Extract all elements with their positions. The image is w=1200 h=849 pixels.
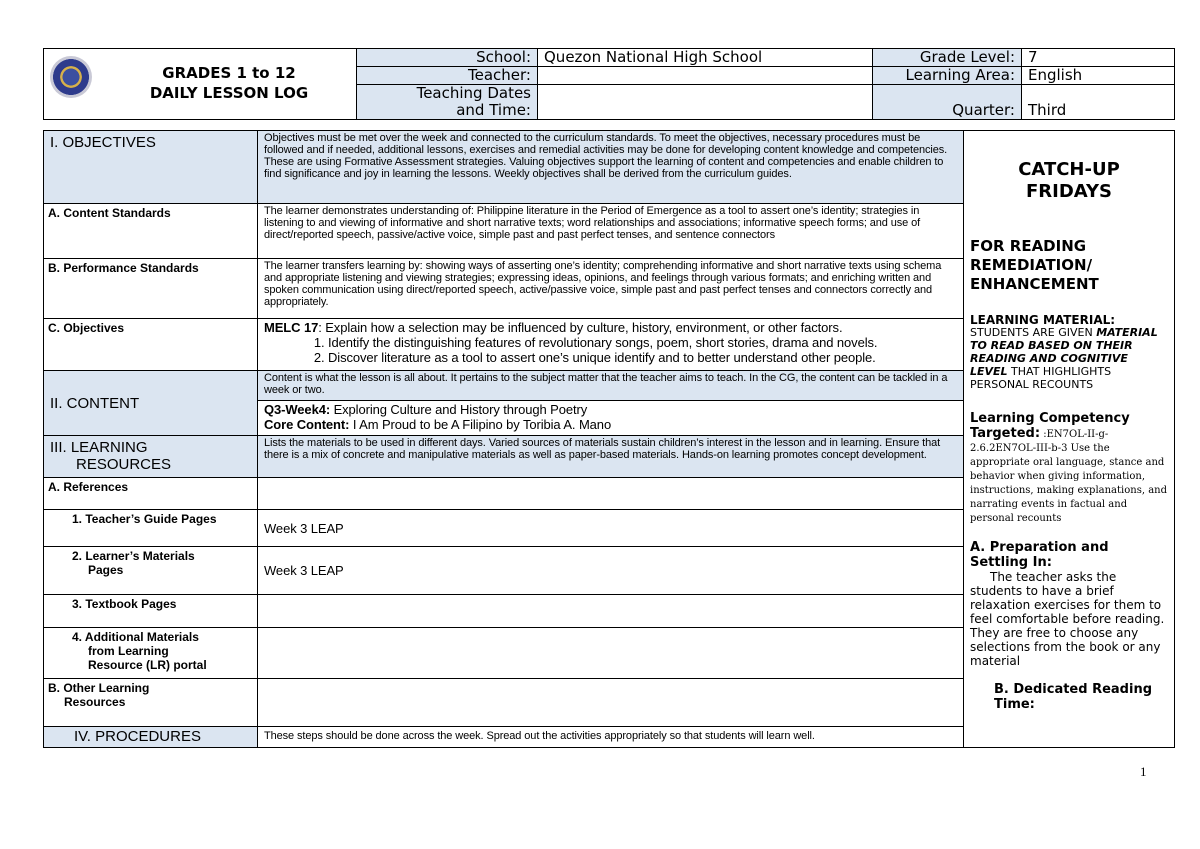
log-title: GRADES 1 to 12 DAILY LESSON LOG (149, 64, 309, 102)
list-item: 2. Discover literature as a tool to assert one’s unique identify and to better understand other people. (328, 350, 957, 365)
references-value (258, 478, 964, 510)
content-heading: II. CONTENT (44, 371, 258, 436)
content-topic: Q3-Week4: Exploring Culture and History through Poetry Core Content: I Am Proud to be A Filipino by Toribia A. Mano (258, 401, 964, 436)
resources-text: Lists the materials to be used in different days. Varied sources of materials sustain children’s interest in the lesson and in learning. Ensure that there is a mix of concrete and manipulative materials as well as paper-based materials. Hands-on learning promotes concept development. (258, 436, 964, 478)
header-logo-cell (44, 49, 357, 120)
other-resources-label: B. Other Learning Resources (44, 679, 258, 727)
grade-label: Grade Level: (873, 49, 1022, 67)
objectives-label: C. Objectives (44, 319, 258, 371)
grade-value: 7 (1022, 49, 1175, 67)
dates-value (538, 85, 873, 120)
lesson-table (43, 130, 1175, 748)
page-number: 1 (1140, 764, 1147, 779)
references-label: A. References (44, 478, 258, 510)
learning-material-label: LEARNING MATERIAL: (970, 313, 1116, 327)
objectives-heading: I. OBJECTIVES (44, 131, 258, 204)
objectives-list (264, 335, 957, 365)
school-value: Quezon National High School (538, 49, 873, 67)
teacher-label: Teacher: (357, 67, 538, 85)
teacher-value (538, 67, 873, 85)
textbook-value (258, 595, 964, 628)
teachers-guide-label: 1. Teacher’s Guide Pages (44, 510, 258, 547)
textbook-label: 3. Textbook Pages (44, 595, 258, 628)
preparation-label: A. Preparation and Settling In: (970, 540, 1109, 570)
learners-materials-label: 2. Learner’s Materials Pages (44, 547, 258, 595)
area-value: English (1022, 67, 1175, 85)
performance-standards-label: B. Performance Standards (44, 259, 258, 319)
competency-text: Targeted: :EN7OL-II-g-2.6.2EN7OL-III-b-3 Use the appropriate oral language, stance and behavior when giving information, instructions, making explanations, and narrating events in factual and personal recounts (970, 426, 1167, 524)
area-label: Learning Area: (873, 67, 1022, 85)
reading-time-label: B. Dedicated Reading Time: (994, 682, 1153, 712)
content-text: Content is what the lesson is all about. It pertains to the subject matter that the teacher aims to teach. In the CG, the content can be tackled in a week or two. (258, 371, 964, 401)
preparation-text: The teacher asks the students to have a brief relaxation exercises for them to feel comfortable before reading. They are free to choose any selections from the book or any material (970, 570, 1165, 668)
other-resources-value (258, 679, 964, 727)
header-table (43, 48, 1175, 120)
objectives-text: Objectives must be met over the week and connected to the curriculum standards. To meet the objectives, necessary procedures must be followed and if needed, additional lessons, exercises and remedial activities may be done for developing content knowledge and competencies. These are using Formative Assessment strategies. Valuing objectives support the learning of content and competencies and enable children to find significance and joy in learning the lessons. Weekly objectives shall be derived from the curriculum guides. (258, 131, 964, 204)
quarter-value: Third (1022, 85, 1175, 120)
catchup-focus: FOR READING REMEDIATION/ ENHANCEMENT (970, 237, 1099, 293)
catchup-panel (964, 131, 1175, 748)
procedures-text: These steps should be done across the week. Spread out the activities appropriately so that students will learn well. (258, 727, 964, 748)
catchup-title: CATCH-UP FRIDAYS (1018, 159, 1120, 202)
content-standards-label: A. Content Standards (44, 204, 258, 259)
additional-materials-value (258, 628, 964, 679)
learning-material-text: STUDENTS ARE GIVEN MATERIAL TO READ BASED ON THEIR READING AND COGNITIVE LEVEL THAT HIGHLIGHTS PERSONAL RECOUNTS (970, 326, 1158, 391)
teachers-guide-value: Week 3 LEAP (258, 510, 964, 547)
performance-standards-text: The learner transfers learning by: showing ways of asserting one’s identity; comprehending informative and short narrative texts using schema and appropriate listening and viewing strategies; expressing ideas, opinions, and feelings through various formats; and enriching written and spoken communication using direct/reported speech, active/passive voice, simple past and past perfect tenses and connectors correctly and appropriately. (258, 259, 964, 319)
learners-materials-value: Week 3 LEAP (258, 547, 964, 595)
dates-label: Teaching Dates and Time: (357, 85, 538, 120)
competency-label: Learning Competency (970, 411, 1130, 426)
procedures-heading: IV. PROCEDURES (44, 727, 258, 748)
content-standards-text: The learner demonstrates understanding of: Philippine literature in the Period of Emergence as a tool to assert one’s identity; strategies in listening to and viewing of informative and short narrative texts; word relationships and associations; informative speech forms; and use of direct/reported speech, passive/active voice, simple past and past perfect tenses, and sentence connectors (258, 204, 964, 259)
school-label: School: (357, 49, 538, 67)
quarter-label: Quarter: (873, 85, 1022, 120)
deped-seal-icon (50, 56, 92, 98)
list-item: 1. Identify the distinguishing features of revolutionary songs, poem, short stories, drama and novels. (328, 335, 957, 350)
additional-materials-label: 4. Additional Materials from Learning Resource (LR) portal (44, 628, 258, 679)
objectives-melc: MELC 17: Explain how a selection may be influenced by culture, history, environment, or other factors. 1. Identify the distinguishing features of revolutionary songs, poem, short stories, drama and novels. 2. Discover literature as a tool to assert one’s unique identify and to better understand other people. (258, 319, 964, 371)
resources-heading: III. LEARNING RESOURCES (44, 436, 258, 478)
